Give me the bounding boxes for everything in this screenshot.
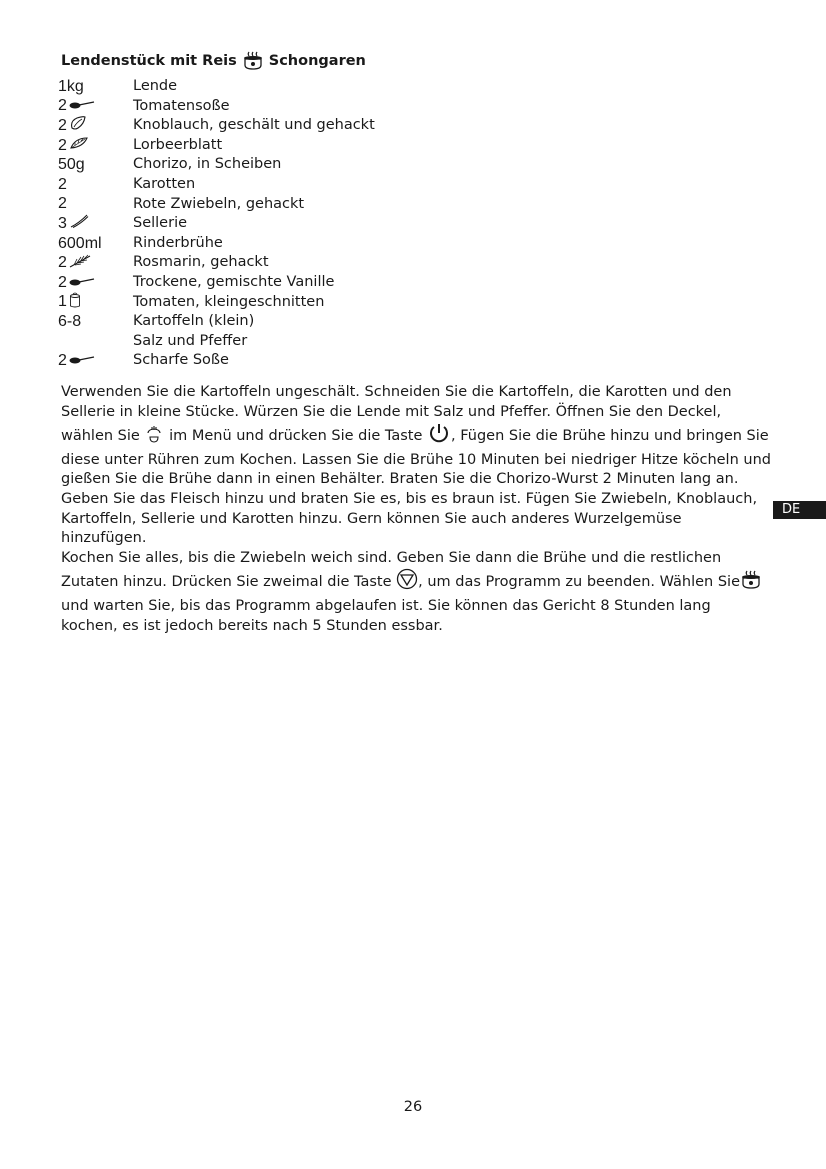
ingredient-quantity: 2 [58,195,67,213]
ingredient-row [58,136,558,156]
recipe-title [61,51,366,71]
ingredient-row [58,77,558,97]
slow-cook-pot-icon [740,570,762,597]
ingredient-row [58,234,558,254]
ingredient-name: Knoblauch, geschält und gehackt [133,117,375,134]
instruction-paragraph-1: Verwenden Sie die Kartoffeln ungeschält. Schneiden Sie die Kartoffeln, die Karotten und den Sellerie in kleine Stücke. Würzen Sie die Lende mit Salz und Pfeffer. Öffnen Sie den Deckel, wählen Sie im Menü und drücken Sie die Taste , Fügen Sie die Brühe hinzu und bringen Sie diese unter Rühren zum Kochen. Lassen Sie die Brühe 10 Minuten bei niedriger Hitze köcheln und gießen Sie die Brühe dann in einen Behälter. Braten Sie die Chorizo-Wurst 2 Minuten lang an. [61,384,771,488]
ingredient-quantity: 2 [58,351,95,371]
ingredient-row [58,155,558,175]
ingredient-name: Lende [133,78,178,94]
page-number: 26 [403,1099,423,1115]
ingredient-quantity: 6-8 [58,312,82,330]
recipe-title-text: Lendenstück mit Reis [61,53,237,69]
instruction-paragraph-3: Kochen Sie alles, bis die Zwiebeln weich sind. Geben Sie dann die Brühe und die restlichen Zutaten hinzu. Drücken Sie zweimal die Taste , um das Programm zu beenden. Wählen Sieund warten Sie, bis das Programm abgelaufen ist. Sie können das Gericht 8 Stunden lang kochen, es ist jedoch bereits nach 5 Stunden essbar. [61,549,771,636]
ingredient-quantity: 50g [58,156,85,174]
language-tab: DE [773,501,826,519]
tablespoon-icon [69,97,95,115]
ingredient-row [58,97,558,117]
ingredient-name: Rote Zwiebeln, gehackt [133,195,305,212]
ingredient-row [58,332,558,352]
ingredient-quantity: 2 [58,116,87,136]
ingredient-quantity: 1kg [58,77,84,95]
power-icon [427,422,451,451]
ingredient-name: Trockene, gemischte Vanille [133,273,335,290]
saute-icon [144,424,164,451]
tablespoon-icon [69,274,95,292]
ingredient-quantity: 2 [58,175,67,193]
ingredient-row [58,312,558,332]
ingredient-row [58,214,558,234]
ingredient-quantity: 3 [58,214,89,234]
ingredient-name: Rinderbrühe [133,234,223,251]
ingredient-row [58,175,558,195]
ingredient-row [58,195,558,215]
ingredient-name: Karotten [133,175,196,192]
ingredient-row [58,253,558,273]
recipe-title-mode: Schongaren [268,53,366,69]
ingredient-list [58,77,558,371]
ingredient-name: Tomatensoße [133,97,230,114]
ingredient-name: Chorizo, in Scheiben [133,156,282,173]
instruction-paragraph-2: Geben Sie das Fleisch hinzu und braten Sie es, bis es braun ist. Fügen Sie Zwiebeln, Knoblauch, Kartoffeln, Sellerie und Karotten hinzu. Gern können Sie auch anderes Wurzelgemüse hinzufügen. [61,490,758,547]
ingredient-name: Lorbeerblatt [133,136,223,153]
rosemary-sprig-icon [69,254,91,273]
ingredient-row [58,116,558,136]
ingredient-row [58,293,558,313]
ingredient-quantity: 2 [58,97,95,117]
garlic-clove-icon [69,115,87,136]
ingredient-name: Tomaten, kleingeschnitten [133,293,325,310]
bay-leaf-icon [69,136,89,155]
ingredient-row [58,273,558,293]
slow-cook-pot-icon [242,51,264,71]
instructions [61,383,771,636]
cancel-icon [396,568,418,597]
ingredient-quantity: 600ml [58,234,102,252]
celery-stalk-icon [69,213,89,234]
ingredient-quantity: 1 [58,293,81,313]
ingredient-quantity: 2 [58,136,89,156]
ingredient-name: Scharfe Soße [133,352,229,369]
ingredient-quantity: 2 [58,253,91,273]
can-icon [69,292,81,313]
ingredient-name: Sellerie [133,215,188,232]
ingredient-name: Rosmarin, gehackt [133,254,269,271]
tablespoon-icon [69,352,95,370]
ingredient-name: Salz und Pfeffer [133,332,248,349]
ingredient-name: Kartoffeln (klein) [133,313,255,330]
ingredient-row [58,351,558,371]
ingredient-quantity: 2 [58,273,95,293]
